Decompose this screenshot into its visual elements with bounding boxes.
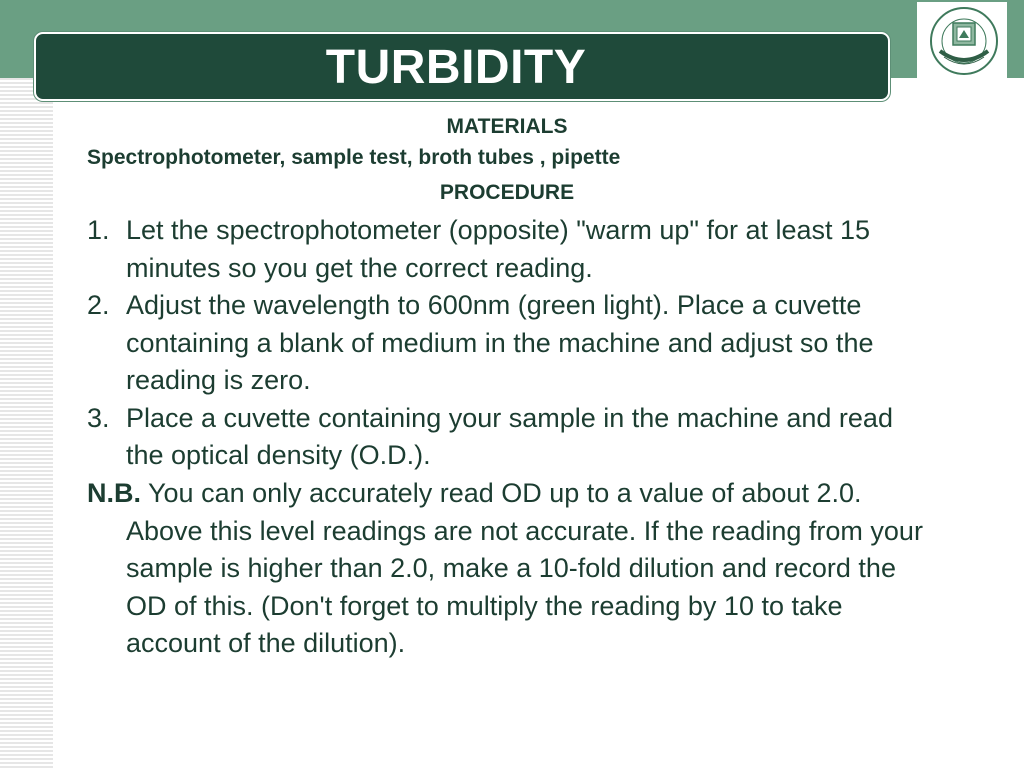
slide-title: TURBIDITY (325, 41, 587, 94)
note-paragraph (87, 475, 937, 663)
university-seal-logo (930, 7, 998, 75)
left-decorative-strip (0, 78, 53, 768)
title-bar (34, 32, 890, 101)
step-text: Place a cuvette containing your sample in the machine and read the optical density (O.D.). (126, 402, 893, 470)
step-number: 1. (87, 215, 110, 245)
step-text: Let the spectrophotometer (opposite) "warm up" for at least 15 minutes so you get the correct reading. (126, 215, 871, 283)
note-text: You can only accurately read OD up to a value of about 2.0. Above this level readings are not accurate. If the reading from your sample is higher than 2.0, make a 10-fold dilution and record the OD of this. (Don't forget to multiply the reading by 10 to take account of the dilution). (126, 478, 923, 658)
materials-heading: MATERIALS (446, 115, 568, 138)
procedure-step (87, 212, 937, 287)
note-label: N.B. (87, 478, 141, 508)
step-text: Adjust the wavelength to 600nm (green light). Place a cuvette containing a blank of medium in the machine and adjust so the reading is zero. (126, 290, 874, 395)
step-number: 3. (87, 402, 110, 433)
procedure-step (87, 287, 937, 400)
procedure-step (87, 400, 937, 475)
procedure-steps (87, 212, 937, 475)
step-number: 2. (87, 290, 110, 320)
procedure-heading: PROCEDURE (439, 181, 575, 204)
logo-container (917, 2, 1007, 78)
materials-list: Spectrophotometer, sample test, broth tubes , pipette (87, 146, 621, 169)
